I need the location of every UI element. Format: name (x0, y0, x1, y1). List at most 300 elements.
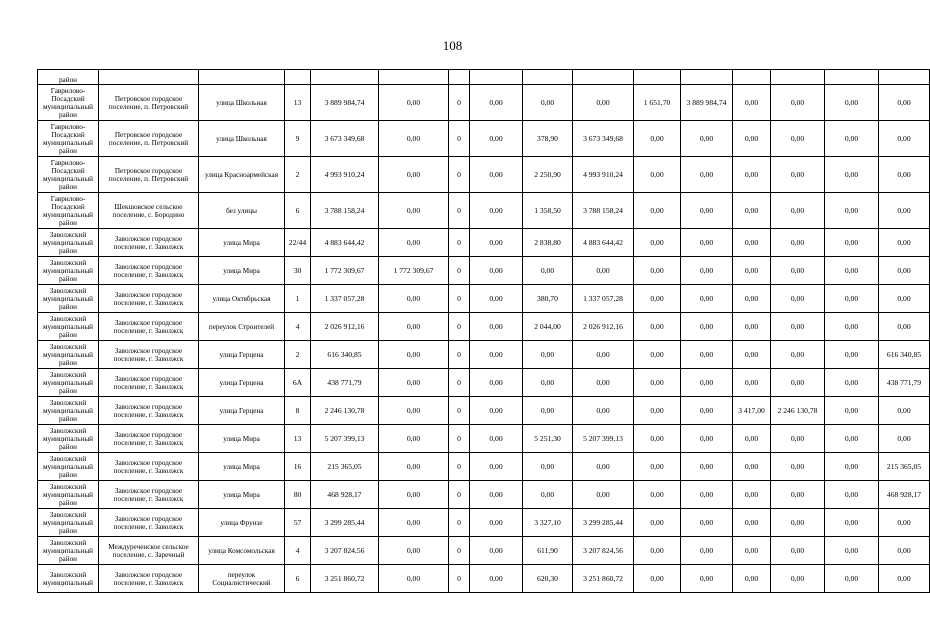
municipality-cell: Гаврилово-Посадский муниципальный район (38, 193, 99, 229)
municipality-cell: Заволжский муниципальный район (38, 285, 99, 313)
col-7-cell: 0 (449, 229, 470, 257)
col-6-cell: 0,00 (379, 369, 449, 397)
table-row (38, 397, 930, 425)
col-11-cell: 0,00 (634, 341, 681, 369)
col-16-cell: 616 340,85 (879, 341, 930, 369)
col-12-cell: 0,00 (681, 341, 733, 369)
col-8-cell: 0,00 (470, 369, 523, 397)
street-cell: улица Комсомольская (199, 537, 285, 565)
col-13-cell: 0,00 (733, 369, 771, 397)
area-cell: 620,30 (523, 565, 573, 593)
house-number-cell: 6А (285, 369, 311, 397)
col-15-cell: 0,00 (825, 157, 879, 193)
col-8-cell: 0,00 (470, 313, 523, 341)
col-6-cell: 1 772 309,67 (379, 257, 449, 285)
col-7-cell: 0 (449, 537, 470, 565)
col-14-cell: 0,00 (771, 453, 825, 481)
municipality-cell: Заволжский муниципальный район (38, 481, 99, 509)
col-6-cell: 0,00 (379, 313, 449, 341)
col-8-cell: 0,00 (470, 85, 523, 121)
col-12-cell (681, 70, 733, 85)
col-8-cell: 0,00 (470, 481, 523, 509)
table-row (38, 341, 930, 369)
col-14-cell: 0,00 (771, 425, 825, 453)
col-8-cell: 0,00 (470, 157, 523, 193)
area-cell: 3 327,10 (523, 509, 573, 537)
street-cell: улица Школьная (199, 85, 285, 121)
cost-cell: 3 788 158,24 (573, 193, 634, 229)
col-14-cell: 0,00 (771, 509, 825, 537)
total-cost-cell: 215 365,05 (311, 453, 379, 481)
col-16-cell: 0,00 (879, 425, 930, 453)
table-row (38, 157, 930, 193)
total-cost-cell: 1 772 309,67 (311, 257, 379, 285)
table-row (38, 193, 930, 229)
col-13-cell: 0,00 (733, 565, 771, 593)
total-cost-cell: 3 673 349,68 (311, 121, 379, 157)
col-11-cell: 0,00 (634, 453, 681, 481)
house-number-cell: 30 (285, 257, 311, 285)
cost-cell: 3 673 349,68 (573, 121, 634, 157)
col-13-cell: 0,00 (733, 285, 771, 313)
col-7-cell: 0 (449, 157, 470, 193)
col-13-cell: 0,00 (733, 537, 771, 565)
col-11-cell: 0,00 (634, 285, 681, 313)
col-6-cell: 0,00 (379, 285, 449, 313)
col-6-cell: 0,00 (379, 453, 449, 481)
settlement-cell: Заволжское городское поселение, г. Заволжск (99, 481, 199, 509)
col-8-cell: 0,00 (470, 565, 523, 593)
col-16-cell (879, 70, 930, 85)
house-number-cell: 16 (285, 453, 311, 481)
col-14-cell: 2 246 130,78 (771, 397, 825, 425)
col-15-cell: 0,00 (825, 121, 879, 157)
settlement-cell: Заволжское городское поселение, г. Заволжск (99, 285, 199, 313)
street-cell: улица Фрунзе (199, 509, 285, 537)
col-11-cell: 1 651,70 (634, 85, 681, 121)
area-cell: 0,00 (523, 341, 573, 369)
col-7-cell: 0 (449, 285, 470, 313)
municipality-cell: Заволжский муниципальный район (38, 369, 99, 397)
col-14-cell: 0,00 (771, 341, 825, 369)
cost-cell: 0,00 (573, 341, 634, 369)
house-number-cell: 6 (285, 565, 311, 593)
municipality-cell: Заволжский муниципальный район (38, 509, 99, 537)
col-13-cell: 0,00 (733, 229, 771, 257)
col-14-cell: 0,00 (771, 121, 825, 157)
col-7-cell: 0 (449, 257, 470, 285)
house-number-cell (285, 70, 311, 85)
col-6-cell: 0,00 (379, 425, 449, 453)
col-8-cell: 0,00 (470, 341, 523, 369)
table-row (38, 509, 930, 537)
col-16-cell: 0,00 (879, 157, 930, 193)
col-12-cell: 0,00 (681, 425, 733, 453)
street-cell: улица Мира (199, 453, 285, 481)
col-11-cell: 0,00 (634, 157, 681, 193)
settlement-cell: Заволжское городское поселение, г. Заволжск (99, 313, 199, 341)
house-number-cell: 1 (285, 285, 311, 313)
house-number-cell: 4 (285, 537, 311, 565)
municipality-cell: Заволжский муниципальный район (38, 313, 99, 341)
house-number-cell: 8 (285, 397, 311, 425)
street-cell: улица Мира (199, 425, 285, 453)
table-row (38, 565, 930, 593)
area-cell: 0,00 (523, 369, 573, 397)
col-6-cell: 0,00 (379, 397, 449, 425)
col-11-cell: 0,00 (634, 369, 681, 397)
col-15-cell: 0,00 (825, 257, 879, 285)
table-row (38, 369, 930, 397)
area-cell: 2 250,90 (523, 157, 573, 193)
col-6-cell: 0,00 (379, 157, 449, 193)
col-13-cell: 0,00 (733, 257, 771, 285)
col-13-cell: 0,00 (733, 481, 771, 509)
col-15-cell: 0,00 (825, 509, 879, 537)
col-6-cell: 0,00 (379, 509, 449, 537)
col-13-cell: 0,00 (733, 453, 771, 481)
house-number-cell: 6 (285, 193, 311, 229)
street-cell: переулок Социалистический (199, 565, 285, 593)
total-cost-cell: 3 299 285,44 (311, 509, 379, 537)
col-7-cell: 0 (449, 453, 470, 481)
col-6-cell: 0,00 (379, 229, 449, 257)
area-cell: 380,70 (523, 285, 573, 313)
col-12-cell: 0,00 (681, 285, 733, 313)
municipality-cell: Заволжский муниципальный район (38, 229, 99, 257)
col-16-cell: 0,00 (879, 85, 930, 121)
col-7-cell: 0 (449, 193, 470, 229)
col-8-cell: 0,00 (470, 229, 523, 257)
area-cell: 2 044,00 (523, 313, 573, 341)
col-13-cell (733, 70, 771, 85)
col-7-cell: 0 (449, 565, 470, 593)
area-cell: 2 838,80 (523, 229, 573, 257)
col-14-cell: 0,00 (771, 369, 825, 397)
cost-cell: 4 883 644,42 (573, 229, 634, 257)
col-15-cell: 0,00 (825, 313, 879, 341)
col-8-cell: 0,00 (470, 121, 523, 157)
col-12-cell: 0,00 (681, 157, 733, 193)
col-11-cell: 0,00 (634, 537, 681, 565)
col-15-cell: 0,00 (825, 397, 879, 425)
col-14-cell: 0,00 (771, 193, 825, 229)
col-12-cell: 0,00 (681, 481, 733, 509)
col-15-cell: 0,00 (825, 481, 879, 509)
col-14-cell: 0,00 (771, 565, 825, 593)
col-13-cell: 0,00 (733, 509, 771, 537)
col-6-cell: 0,00 (379, 121, 449, 157)
col-16-cell: 0,00 (879, 121, 930, 157)
col-8-cell: 0,00 (470, 257, 523, 285)
cost-cell: 2 026 912,16 (573, 313, 634, 341)
total-cost-cell: 4 993 910,24 (311, 157, 379, 193)
col-7-cell: 0 (449, 85, 470, 121)
area-cell: 0,00 (523, 85, 573, 121)
col-11-cell: 0,00 (634, 509, 681, 537)
table-row (38, 285, 930, 313)
col-15-cell: 0,00 (825, 193, 879, 229)
cost-cell: 5 207 399,13 (573, 425, 634, 453)
municipality-cell: Заволжский муниципальный район (38, 257, 99, 285)
col-16-cell: 0,00 (879, 397, 930, 425)
area-cell: 0,00 (523, 481, 573, 509)
col-12-cell: 0,00 (681, 537, 733, 565)
col-15-cell: 0,00 (825, 537, 879, 565)
cost-cell: 0,00 (573, 257, 634, 285)
col-11-cell: 0,00 (634, 121, 681, 157)
col-7-cell: 0 (449, 369, 470, 397)
municipality-cell: район (38, 70, 99, 85)
col-12-cell: 0,00 (681, 257, 733, 285)
col-12-cell: 0,00 (681, 313, 733, 341)
total-cost-cell: 2 026 912,16 (311, 313, 379, 341)
table-row (38, 537, 930, 565)
col-12-cell: 0,00 (681, 121, 733, 157)
col-16-cell: 0,00 (879, 193, 930, 229)
col-6-cell: 0,00 (379, 193, 449, 229)
total-cost-cell: 5 207 399,13 (311, 425, 379, 453)
street-cell: улица Герцена (199, 369, 285, 397)
total-cost-cell: 616 340,85 (311, 341, 379, 369)
area-cell (523, 70, 573, 85)
col-12-cell: 0,00 (681, 369, 733, 397)
col-16-cell: 468 928,17 (879, 481, 930, 509)
col-7-cell: 0 (449, 341, 470, 369)
house-number-cell: 4 (285, 313, 311, 341)
area-cell: 0,00 (523, 257, 573, 285)
col-13-cell: 0,00 (733, 341, 771, 369)
total-cost-cell: 3 251 860,72 (311, 565, 379, 593)
col-7-cell: 0 (449, 509, 470, 537)
col-8-cell: 0,00 (470, 537, 523, 565)
housing-registry-table (37, 69, 930, 593)
total-cost-cell: 468 928,17 (311, 481, 379, 509)
col-16-cell: 0,00 (879, 537, 930, 565)
col-6-cell: 0,00 (379, 85, 449, 121)
col-16-cell: 438 771,79 (879, 369, 930, 397)
col-16-cell: 0,00 (879, 257, 930, 285)
col-12-cell: 0,00 (681, 397, 733, 425)
settlement-cell: Заволжское городское поселение, г. Заволжск (99, 565, 199, 593)
col-7-cell: 0 (449, 121, 470, 157)
col-11-cell: 0,00 (634, 565, 681, 593)
street-cell: без улицы (199, 193, 285, 229)
col-12-cell: 0,00 (681, 229, 733, 257)
col-14-cell: 0,00 (771, 313, 825, 341)
col-15-cell: 0,00 (825, 85, 879, 121)
area-cell: 1 358,50 (523, 193, 573, 229)
area-cell: 5 251,30 (523, 425, 573, 453)
street-cell: улица Красноармейская (199, 157, 285, 193)
col-16-cell: 0,00 (879, 565, 930, 593)
col-8-cell: 0,00 (470, 285, 523, 313)
cost-cell: 0,00 (573, 369, 634, 397)
col-8-cell: 0,00 (470, 509, 523, 537)
street-cell (199, 70, 285, 85)
col-16-cell: 215 365,05 (879, 453, 930, 481)
house-number-cell: 13 (285, 425, 311, 453)
col-13-cell: 0,00 (733, 425, 771, 453)
col-14-cell: 0,00 (771, 229, 825, 257)
col-7-cell: 0 (449, 313, 470, 341)
col-6-cell (379, 70, 449, 85)
col-15-cell: 0,00 (825, 369, 879, 397)
street-cell: улица Мира (199, 481, 285, 509)
col-12-cell: 0,00 (681, 565, 733, 593)
col-11-cell: 0,00 (634, 229, 681, 257)
col-7-cell: 0 (449, 397, 470, 425)
cost-cell: 0,00 (573, 453, 634, 481)
municipality-cell: Заволжский муниципальный (38, 565, 99, 593)
col-15-cell (825, 70, 879, 85)
municipality-cell: Гаврилово-Посадский муниципальный район (38, 121, 99, 157)
municipality-cell: Заволжский муниципальный район (38, 453, 99, 481)
settlement-cell: Заволжское городское поселение, г. Заволжск (99, 341, 199, 369)
table-row (38, 85, 930, 121)
col-14-cell: 0,00 (771, 157, 825, 193)
total-cost-cell: 2 246 130,78 (311, 397, 379, 425)
col-7-cell (449, 70, 470, 85)
col-8-cell: 0,00 (470, 397, 523, 425)
cost-cell: 0,00 (573, 397, 634, 425)
street-cell: переулок Строителей (199, 313, 285, 341)
col-14-cell: 0,00 (771, 285, 825, 313)
col-13-cell: 0,00 (733, 193, 771, 229)
col-7-cell: 0 (449, 481, 470, 509)
settlement-cell (99, 70, 199, 85)
settlement-cell: Заволжское городское поселение, г. Заволжск (99, 425, 199, 453)
col-15-cell: 0,00 (825, 341, 879, 369)
col-15-cell: 0,00 (825, 453, 879, 481)
house-number-cell: 22/44 (285, 229, 311, 257)
col-14-cell: 0,00 (771, 85, 825, 121)
total-cost-cell: 4 883 644,42 (311, 229, 379, 257)
municipality-cell: Заволжский муниципальный район (38, 425, 99, 453)
col-8-cell: 0,00 (470, 425, 523, 453)
street-cell: улица Октябрьская (199, 285, 285, 313)
house-number-cell: 57 (285, 509, 311, 537)
col-11-cell: 0,00 (634, 313, 681, 341)
area-cell: 0,00 (523, 397, 573, 425)
cost-cell: 0,00 (573, 85, 634, 121)
settlement-cell: Заволжское городское поселение, г. Заволжск (99, 369, 199, 397)
municipality-cell: Гаврилово-Посадский муниципальный район (38, 85, 99, 121)
cost-cell: 1 337 057,28 (573, 285, 634, 313)
table-row (38, 229, 930, 257)
col-13-cell: 0,00 (733, 157, 771, 193)
total-cost-cell: 3 889 984,74 (311, 85, 379, 121)
settlement-cell: Шекшовское сельское поселение, с. Бородино (99, 193, 199, 229)
col-15-cell: 0,00 (825, 285, 879, 313)
table-row (38, 313, 930, 341)
col-8-cell (470, 70, 523, 85)
settlement-cell: Междуреченское сельское поселение, с. Заречный (99, 537, 199, 565)
street-cell: улица Мира (199, 257, 285, 285)
col-13-cell: 0,00 (733, 121, 771, 157)
col-12-cell: 0,00 (681, 509, 733, 537)
table-body (38, 70, 930, 593)
street-cell: улица Школьная (199, 121, 285, 157)
col-11-cell: 0,00 (634, 425, 681, 453)
cost-cell: 0,00 (573, 481, 634, 509)
house-number-cell: 13 (285, 85, 311, 121)
table-row (38, 425, 930, 453)
col-14-cell: 0,00 (771, 537, 825, 565)
col-14-cell (771, 70, 825, 85)
table-row (38, 481, 930, 509)
col-16-cell: 0,00 (879, 285, 930, 313)
col-13-cell: 0,00 (733, 313, 771, 341)
cost-cell: 4 993 910,24 (573, 157, 634, 193)
page-number: 108 (442, 38, 463, 53)
house-number-cell: 80 (285, 481, 311, 509)
municipality-cell: Заволжский муниципальный район (38, 341, 99, 369)
col-11-cell: 0,00 (634, 257, 681, 285)
cost-cell: 3 207 824,56 (573, 537, 634, 565)
total-cost-cell: 3 788 158,24 (311, 193, 379, 229)
table-row (38, 121, 930, 157)
settlement-cell: Заволжское городское поселение, г. Заволжск (99, 397, 199, 425)
col-11-cell: 0,00 (634, 193, 681, 229)
col-11-cell (634, 70, 681, 85)
table-row (38, 257, 930, 285)
col-15-cell: 0,00 (825, 565, 879, 593)
area-cell: 611,90 (523, 537, 573, 565)
col-6-cell: 0,00 (379, 537, 449, 565)
table-row (38, 453, 930, 481)
table-row (38, 70, 930, 85)
area-cell: 378,90 (523, 121, 573, 157)
total-cost-cell: 438 771,79 (311, 369, 379, 397)
house-number-cell: 9 (285, 121, 311, 157)
cost-cell (573, 70, 634, 85)
col-14-cell: 0,00 (771, 481, 825, 509)
col-6-cell: 0,00 (379, 481, 449, 509)
col-13-cell: 3 417,00 (733, 397, 771, 425)
house-number-cell: 2 (285, 157, 311, 193)
col-15-cell: 0,00 (825, 425, 879, 453)
col-8-cell: 0,00 (470, 453, 523, 481)
street-cell: улица Герцена (199, 341, 285, 369)
col-12-cell: 0,00 (681, 193, 733, 229)
col-6-cell: 0,00 (379, 341, 449, 369)
cost-cell: 3 299 285,44 (573, 509, 634, 537)
col-16-cell: 0,00 (879, 313, 930, 341)
street-cell: улица Герцена (199, 397, 285, 425)
house-number-cell: 2 (285, 341, 311, 369)
total-cost-cell: 3 207 824,56 (311, 537, 379, 565)
col-6-cell: 0,00 (379, 565, 449, 593)
municipality-cell: Заволжский муниципальный район (38, 397, 99, 425)
col-8-cell: 0,00 (470, 193, 523, 229)
col-11-cell: 0,00 (634, 397, 681, 425)
area-cell: 0,00 (523, 453, 573, 481)
settlement-cell: Заволжское городское поселение, г. Заволжск (99, 229, 199, 257)
total-cost-cell: 1 337 057,28 (311, 285, 379, 313)
settlement-cell: Заволжское городское поселение, г. Заволжск (99, 509, 199, 537)
col-12-cell: 0,00 (681, 453, 733, 481)
settlement-cell: Петровское городское поселение, п. Петровский (99, 121, 199, 157)
col-14-cell: 0,00 (771, 257, 825, 285)
street-cell: улица Мира (199, 229, 285, 257)
settlement-cell: Петровское городское поселение, п. Петровский (99, 157, 199, 193)
cost-cell: 3 251 860,72 (573, 565, 634, 593)
settlement-cell: Заволжское городское поселение, г. Заволжск (99, 257, 199, 285)
settlement-cell: Петровское городское поселение, п. Петровский (99, 85, 199, 121)
settlement-cell: Заволжское городское поселение, г. Заволжск (99, 453, 199, 481)
total-cost-cell (311, 70, 379, 85)
